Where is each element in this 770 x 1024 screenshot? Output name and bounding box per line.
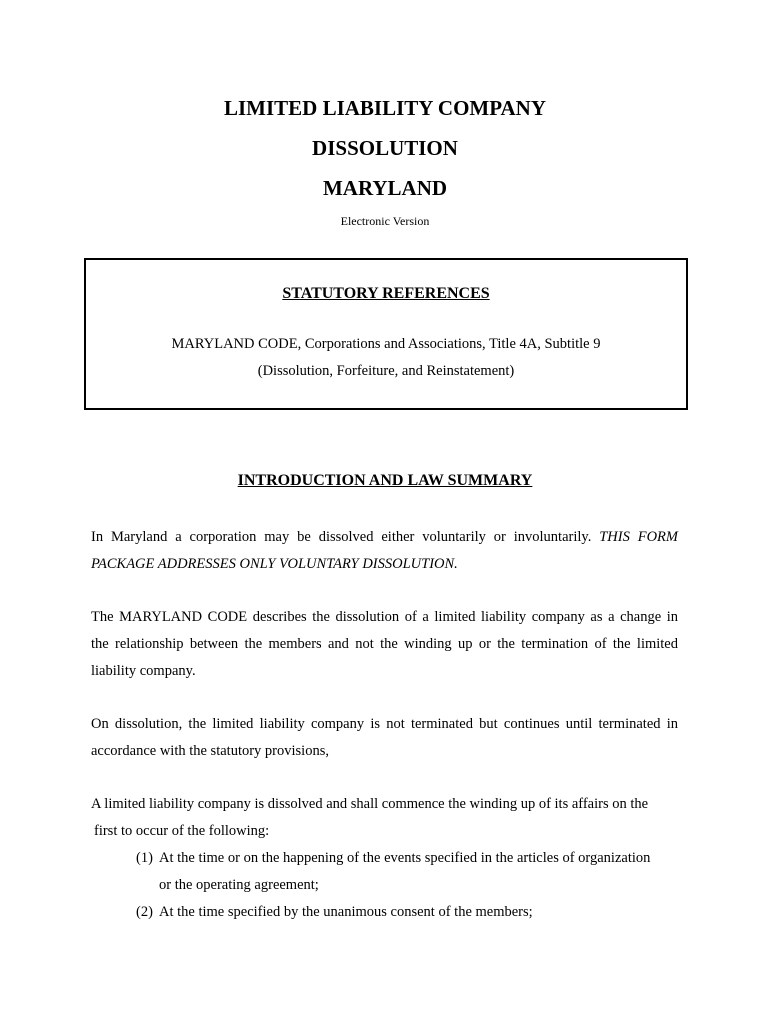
list-item-number: (2) bbox=[136, 904, 153, 920]
version-label: Electronic Version bbox=[340, 214, 430, 228]
document-title-line1: LIMITED LIABILITY COMPANY bbox=[223, 96, 547, 120]
paragraph-4-line1: A limited liability company is dissolved and shall commence the winding up of its affairs on the bbox=[91, 796, 649, 812]
statutory-references-box bbox=[84, 258, 688, 410]
paragraph-2-line1: The MARYLAND CODE describes the dissolution of a limited liability company as a change in bbox=[91, 609, 678, 625]
paragraph-1-plain: In Maryland a corporation may be dissolved either voluntarily or involuntarily. bbox=[91, 529, 592, 545]
statutory-references-heading: STATUTORY REFERENCES bbox=[282, 285, 490, 302]
list-item-text: At the time specified by the unanimous consent of the members; bbox=[159, 904, 533, 920]
list-item-number: (1) bbox=[136, 850, 153, 866]
document-title-line2: DISSOLUTION bbox=[312, 136, 458, 160]
paragraph-3-line2: accordance with the statutory provisions, bbox=[91, 743, 329, 759]
document-title-line3: MARYLAND bbox=[322, 176, 448, 200]
statutory-reference-line2: (Dissolution, Forfeiture, and Reinstatement) bbox=[257, 363, 515, 379]
paragraph-1-line1 bbox=[91, 524, 678, 551]
list-item-text: At the time or on the happening of the events specified in the articles of organization bbox=[159, 850, 651, 866]
list-item-text: or the operating agreement; bbox=[159, 877, 319, 893]
paragraph-1-line2: PACKAGE ADDRESSES ONLY VOLUNTARY DISSOLUTION. bbox=[91, 556, 458, 572]
paragraph-2-line3: liability company. bbox=[91, 663, 196, 679]
paragraph-4-line2: first to occur of the following: bbox=[94, 823, 270, 839]
paragraph-3-line1: On dissolution, the limited liability company is not terminated but continues until terminated in bbox=[91, 716, 678, 732]
paragraph-2-line2: the relationship between the members and not the winding up or the termination of the limited bbox=[91, 636, 678, 652]
statutory-reference-line1: MARYLAND CODE, Corporations and Associations, Title 4A, Subtitle 9 bbox=[171, 336, 601, 352]
intro-heading: INTRODUCTION AND LAW SUMMARY bbox=[237, 472, 533, 489]
paragraph-1-emphasis: THIS FORM bbox=[599, 529, 678, 545]
